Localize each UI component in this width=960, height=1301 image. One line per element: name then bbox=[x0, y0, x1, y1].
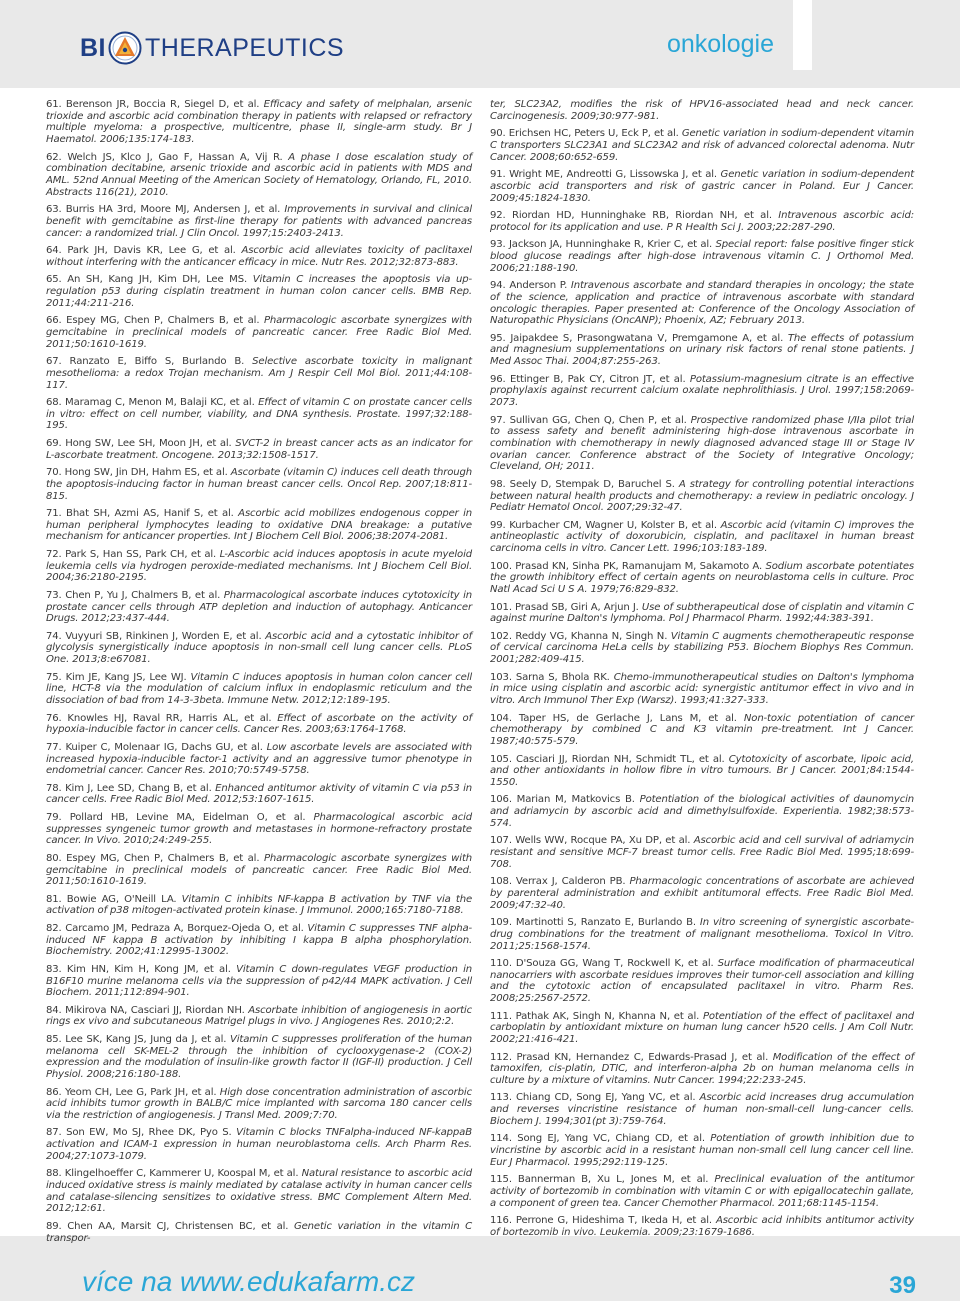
reference-item bbox=[490, 1092, 914, 1127]
reference-item bbox=[46, 853, 472, 888]
reference-item bbox=[46, 245, 472, 268]
reference-text: Vitamin C augments chemotherapeutic response of cervical carcinoma HeLa cells by stabilizing P53. Biochem Biophys Res Commun. 2001;282:409-415. bbox=[490, 630, 914, 666]
reference-authors: 73. Chen P, Yu J, Chalmers B, et al. bbox=[46, 589, 221, 601]
reference-authors: 91. Wright ME, Andreotti G, Lissowska J, et al. bbox=[490, 169, 717, 181]
reference-text: ter, SLC23A2, modifies the risk of HPV16-associated head and neck cancer. Carcinogenesis. 2009;30:977-981. bbox=[490, 99, 914, 122]
reference-item bbox=[490, 917, 914, 952]
reference-authors: 75. Kim JE, Kang JS, Lee WJ. bbox=[46, 671, 187, 683]
reference-authors: 70. Hong SW, Jin DH, Hahm ES, et al. bbox=[46, 467, 228, 479]
reference-authors: 66. Espey MG, Chen P, Chalmers B, et al. bbox=[46, 315, 260, 327]
reference-text: Pharmacological ascorbic acid suppresses syngeneic tumor growth and metastases in hormone-refractory prostate cancer. In Vivo. 2010;24:249-255. bbox=[46, 811, 473, 847]
reference-item bbox=[46, 590, 472, 625]
reference-item bbox=[46, 549, 472, 584]
reference-text: Vitamin C down-regulates VEGF production in B16F10 murine melanoma cells via the suppression of p42/44 MAPK activation. J Cell Biochem. 2011;112:894-901. bbox=[46, 963, 473, 999]
reference-text: Vitamin C induces apoptosis in human colon cancer cell line, HCT-8 via the modulation of calcium influx in endoplasmic reticulum and the dissociation of bad from 14-3-3beta. Immune Netw. 2012;12:189-195. bbox=[46, 671, 472, 707]
reference-text: Genetic variation in sodium-dependent vitamin C transporters SLC23A1 and SLC23A2 and risk of advanced colorectal adenoma. Nutr Cancer. 2008;60:652-659. bbox=[490, 128, 914, 163]
reference-item bbox=[46, 923, 472, 958]
reference-item bbox=[46, 964, 472, 999]
reference-authors: 113. Chiang CD, Song EJ, Yang VC, et al. bbox=[490, 1092, 696, 1104]
reference-item bbox=[490, 631, 914, 666]
reference-authors: 85. Lee SK, Kang JS, Jung da J, et al. bbox=[46, 1033, 227, 1045]
reference-text: A strategy for controlling potential interactions between natural health products and chemotherapy: a review in pediatric oncology. J Pediatr Hematol Oncol. 2007;29:32-47. bbox=[490, 478, 914, 514]
reference-item bbox=[490, 1133, 914, 1168]
reference-item bbox=[46, 508, 472, 543]
reference-item bbox=[490, 602, 914, 625]
reference-authors: 99. Kurbacher CM, Wagner U, Kolster B, et al. bbox=[490, 519, 717, 531]
reference-authors: 105. Casciari JJ, Riordan NH, Schmidt TL, et al. bbox=[490, 753, 725, 765]
reference-item bbox=[46, 783, 472, 806]
reference-item bbox=[490, 1052, 914, 1087]
reference-authors: 79. Pollard HB, Levine MA, Eidelman O, et al. bbox=[46, 811, 306, 823]
reference-text: Genetic variation in the vitamin C transpor- bbox=[46, 1220, 472, 1244]
reference-authors: 98. Seely D, Stempak D, Baruchel S. bbox=[490, 478, 675, 490]
reference-item bbox=[490, 374, 914, 409]
reference-text: Efficacy and safety of melphalan, arsenic trioxide and ascorbic acid combination therapy in patients with relapsed or refractory multiple myeloma: a prospective, multicentre, phase II, single-arm study. Br J Haematol. 2006;135:174-183. bbox=[46, 99, 473, 146]
reference-text: Special report: false positive finger stick blood glucose readings after high-dose intravenous vitamin C. J Orthomol Med. 2006;21:188-190. bbox=[490, 239, 914, 274]
reference-authors: 83. Kim HN, Kim H, Kong JM, et al. bbox=[46, 963, 231, 975]
reference-item bbox=[490, 835, 914, 870]
reference-authors: 109. Martinotti S, Ranzato E, Burlando B. bbox=[490, 917, 696, 929]
reference-item bbox=[46, 1005, 472, 1028]
reference-item bbox=[490, 415, 914, 474]
reference-text: A phase I dose escalation study of combination decitabine, arsenic trioxide and ascorbic acid in patients with MDS and AML. 52nd Annual Meeting of the American Society of Hematology, Orlando, FL, 2010. Abstracts 116(21), 2010. bbox=[46, 151, 472, 198]
header-accent-bar bbox=[793, 0, 812, 70]
reference-item bbox=[490, 333, 914, 368]
references-right-column bbox=[490, 99, 914, 1244]
reference-text: Pharmacologic ascorbate synergizes with gemcitabine in preclinical models of pancreatic cancer. Free Radic Biol Med. 2011;50:1610-1619. bbox=[46, 315, 472, 350]
reference-text: Ascorbic acid (vitamin C) improves the antineoplastic activity of doxorubicin, cisplatin, and paclitaxel in human breast carcinoma cells in vitro. Cancer Lett. 1996;103:183-189. bbox=[490, 519, 914, 555]
reference-item bbox=[46, 315, 472, 350]
reference-authors: 84. Mikirova NA, Casciari JJ, Riordan NH. bbox=[46, 1004, 245, 1016]
reference-authors: 87. Son EW, Mo SJ, Rhee DK, Pyo S. bbox=[46, 1127, 232, 1139]
reference-item bbox=[490, 479, 914, 514]
reference-item bbox=[46, 99, 472, 146]
reference-item bbox=[490, 672, 914, 707]
reference-text: Modification of the effect of tamoxifen, cis-platin, DTIC, and interferon-alpha 2b on human melanoma cells in culture by a mixture of vitamins. Nutr Cancer. 1994;22:233-245. bbox=[490, 1051, 915, 1086]
reference-text: Vitamin C suppresses TNF alpha-induced NF kappa B activation by inhibiting I kappa B alpha phosphorylation. Biochemistry. 2002;41:12995-13002. bbox=[46, 922, 472, 958]
reference-text: Non-toxic potentiation of cancer chemotherapy by combined C and K3 vitamin pre-treatment. Int J Cancer. 1987;40:575-579. bbox=[490, 712, 914, 747]
reference-text: Selective ascorbate toxicity in malignant mesothelioma: a redox Trojan mechanism. Am J Respir Cell Mol Biol. 2011;44:108-117. bbox=[46, 356, 472, 391]
reference-item bbox=[46, 1221, 472, 1244]
reference-authors: 72. Park S, Han SS, Park CH, et al. bbox=[46, 548, 217, 560]
page-number: 39 bbox=[889, 1272, 916, 1299]
reference-text: Effect of ascorbate on the activity of hypoxia-inducible factor in cancer cells. Cancer Res. 2003;63:1764-1768. bbox=[46, 712, 472, 736]
reference-authors: 74. Vuyyuri SB, Rinkinen J, Worden E, et al. bbox=[46, 630, 262, 642]
reference-text: Effect of vitamin C on prostate cancer cells in vitro: effect on cell number, viability, and DNA synthesis. Prostate. 1997;32:188-195. bbox=[46, 397, 472, 432]
reference-authors: 114. Song EJ, Yang VC, Chiang CD, et al. bbox=[490, 1133, 705, 1145]
reference-authors: 78. Kim J, Lee SD, Chang B, et al. bbox=[46, 782, 212, 794]
reference-text: Intravenous ascorbate and standard therapies in oncology; the state of the science, application and practice of intravenous ascorbate with standard oncologic therapies. Paper presented at: Conference of the Oncology Association of Naturopathic Physicians (OncANP); Phoenix, AZ; February 2013. bbox=[490, 280, 914, 327]
reference-authors: 102. Reddy VG, Khanna N, Singh N. bbox=[490, 630, 668, 642]
reference-authors: 64. Park JH, Davis KR, Lee G, et al. bbox=[46, 245, 236, 257]
reference-authors: 107. Wells WW, Rocque PA, Xu DP, et al. bbox=[490, 835, 691, 847]
reference-authors: 101. Prasad SB, Giri A, Arjun J. bbox=[490, 601, 639, 613]
reference-item bbox=[490, 713, 914, 748]
reference-authors: 88. Klingelhoeffer C, Kammerer U, Koospal M, et al. bbox=[46, 1168, 299, 1180]
reference-text: Pharmacological ascorbate induces cytotoxicity in prostate cancer cells through ATP depletion and induction of autophagy. Anticancer Drugs. 2012;23:437-444. bbox=[46, 589, 472, 625]
reference-text: Cytotoxicity of ascorbate, lipoic acid, and other antioxidants in hollow fibre in vitro tumours. Br J Cancer. 2001;84:1544-1550. bbox=[490, 753, 914, 788]
reference-text: Use of subtherapeutical dose of cisplatin and vitamin C against murine Dalton's lymphoma. Pol J Pharmacol Pharm. 1992;44:383-391. bbox=[490, 601, 914, 625]
reference-text: Vitamin C suppresses proliferation of the human melanoma cell SK-MEL-2 through the inhibition of cyclooxygenase-2 (COX-2) expression and the modulation of insulin-like growth factor II (IGF-II) production. J Cell Physiol. 2008;216:180-188. bbox=[46, 1033, 472, 1081]
reference-authors: 90. Erichsen HC, Peters U, Eck P, et al. bbox=[490, 128, 679, 140]
reference-authors: 100. Prasad KN, Sinha PK, Ramanujam M, Sakamoto A. bbox=[490, 560, 763, 572]
reference-text: Prospective randomized phase I/IIa pilot trial to assess safety and benefit administering high-dose intravenous ascorbate in combination with chemotherapy in newly diagnosed advanced stage III or Stage IV ovarian cancer. Conference abstract of the Society of Integrative Oncology; Cleveland, OH; 2011. bbox=[490, 414, 914, 473]
reference-item bbox=[490, 1215, 914, 1238]
section-title: onkologie bbox=[666, 30, 774, 58]
reference-text: Ascorbic acid alleviates toxicity of paclitaxel without interfering with the anticancer efficacy in mice. Nutr Res. 2012;32:873-883. bbox=[46, 245, 472, 268]
reference-item bbox=[490, 1011, 914, 1046]
reference-authors: 76. Knowles HJ, Raval RR, Harris AL, et al. bbox=[46, 712, 272, 724]
reference-item bbox=[490, 520, 914, 555]
reference-item bbox=[490, 876, 914, 911]
reference-text: Ascorbic acid and a cytostatic inhibitor of glycolysis synergistically induce apoptosis in non-small cell lung cancer cells. PLoS One. 2013;8:e67081. bbox=[46, 630, 472, 666]
reference-item bbox=[490, 128, 914, 163]
reference-authors: 62. Welch JS, Klco J, Gao F, Hassan A, Vij R. bbox=[46, 151, 283, 163]
reference-text: Ascorbic acid inhibits antitumor activity of bortezomib in vivo. Leukemia. 2009;23:1679-1686. bbox=[490, 1215, 914, 1238]
reference-authors: 111. Pathak AK, Singh N, Khanna N, et al. bbox=[490, 1010, 700, 1022]
reference-authors: 71. Bhat SH, Azmi AS, Hanif S, et al. bbox=[46, 508, 234, 520]
reference-item bbox=[46, 631, 472, 666]
reference-text: Natural resistance to ascorbic acid induced oxidative stress is mainly mediated by catalase activity in human cancer cells and catalase-silencing sensitizes to oxidative stress. BMC Complement Altern Med. 2012;12:61. bbox=[46, 1168, 473, 1215]
reference-item bbox=[490, 239, 914, 274]
reference-text: Chemo-immunotherapeutical studies on Dalton's lymphoma in mice using cisplatin and ascorbic acid: synergistic antitumor effect in vivo and in vitro. Arch Immunol Ther Exp (Warsz). 1993;41:327-333. bbox=[490, 671, 915, 707]
reference-authors: 65. An SH, Kang JH, Kim DH, Lee MS. bbox=[46, 274, 248, 286]
reference-item bbox=[46, 274, 472, 309]
reference-authors: 63. Burris HA 3rd, Moore MJ, Andersen J, et al. bbox=[46, 204, 281, 216]
logo-prefix: BI bbox=[80, 33, 106, 62]
reference-item bbox=[46, 1168, 472, 1215]
logo-suffix: THERAPEUTICS bbox=[145, 33, 345, 62]
reference-item bbox=[46, 1034, 472, 1081]
reference-text: Improvements in survival and clinical benefit with gemcitabine as first-line therapy for patients with advanced pancreas cancer: a randomized trial. J Clin Oncol. 1997;15:2403-2413. bbox=[46, 204, 472, 239]
reference-authors: 77. Kuiper C, Molenaar IG, Dachs GU, et al. bbox=[46, 741, 263, 753]
reference-item bbox=[46, 812, 472, 847]
reference-text: Enhanced antitumor aktivity of vitamin C via p53 in cancer cells. Free Radic Biol Med. 2012;53:1607-1615. bbox=[46, 782, 472, 806]
reference-item bbox=[490, 754, 914, 789]
reference-item bbox=[46, 713, 472, 736]
reference-text: Potentiation of the effect of paclitaxel and carboplatin by antioxidant mixture on human lung cancer h520 cells. J Am Coll Nutr. 2002;21:416-421. bbox=[490, 1010, 914, 1046]
reference-authors: 97. Sullivan GG, Chen Q, Chen P, et al. bbox=[490, 414, 687, 426]
reference-text: Ascorbate inhibition of angiogenesis in aortic rings ex vivo and subcutaneous Matrigel plugs in vivo. J Angiogenes Res. 2010;2:2. bbox=[46, 1004, 472, 1028]
reference-authors: 94. Anderson P. bbox=[490, 280, 568, 292]
reference-text: Preclinical evaluation of the antitumor activity of bortezomib in combination with vitamin C or with epigallocatechin gallate, a component of green tea. Cancer Chemother Pharmacol. 2011;68:1145-1154. bbox=[490, 1174, 915, 1209]
reference-item bbox=[46, 204, 472, 239]
reference-text: L-Ascorbic acid induces apoptosis in acute myeloid leukemia cells via hydrogen peroxide-mediated mechanisms. Int J Biochem Cell Biol. 2004;36:2180-2195. bbox=[46, 548, 472, 584]
reference-authors: 86. Yeom CH, Lee G, Park JH, et al. bbox=[46, 1086, 217, 1098]
reference-item bbox=[46, 397, 472, 432]
reference-text: In vitro screening of synergistic ascorbate-drug combinations for the treatment of malignant mesothelioma. Toxicol In Vitro. 2011;25:1568-1574. bbox=[490, 917, 914, 952]
reference-text: Potassium-magnesium citrate is an effective prophylaxis against recurrent calcium oxalate nephrolithiasis. J Urol. 1997;158:2069-2073. bbox=[490, 373, 914, 409]
references-left-column bbox=[46, 99, 472, 1250]
reference-authors: 80. Espey MG, Chen P, Chalmers B, et al. bbox=[46, 852, 260, 864]
reference-item bbox=[46, 1087, 472, 1122]
reference-item bbox=[46, 467, 472, 502]
reference-authors: 106. Marian M, Matkovics B. bbox=[490, 794, 635, 806]
reference-text: High dose concentration administration of ascorbic acid inhibits tumor growth in BALB/C mice implanted with sarcoma 180 cancer cells via the restriction of angiogenesis. J Transl Med. 2009;7:70. bbox=[46, 1086, 472, 1121]
reference-text: Surface modification of pharmaceutical nanocarriers with ascorbate residues improves their tumor-cell association and killing and the cytotoxic action of encapsulated paclitaxel in vitro. Pharm Res. 2008;25:2567-2572. bbox=[490, 958, 914, 1005]
reference-text: Genetic variation in sodium-dependent ascorbic acid transporters and risk of gastric cancer in Poland. Eur J Cancer. 2009;45:1824-1830. bbox=[490, 169, 915, 204]
reference-text: Ascorbic acid and cell survival of adriamycin resistant and sensitive MCF-7 breast tumor cells. Free Radic Biol Med. 1995;18:699-708. bbox=[490, 835, 915, 870]
reference-authors: 108. Verrax J, Calderon PB. bbox=[490, 876, 626, 888]
reference-text: Pharmacologic concentrations of ascorbate are achieved by parenteral administration and exhibit antitumoral effects. Free Radic Biol Med. 2009;47:32-40. bbox=[490, 876, 914, 911]
reference-text: Ascorbic acid mobilizes endogenous copper in human peripheral lymphocytes leading to oxidative DNA breakage: a putative mechanism for anticancer properties. Int J Biochem Cell Biol. 2006;38:2074-2081. bbox=[46, 508, 473, 543]
reference-authors: 81. Bowie AG, O'Neill LA. bbox=[46, 893, 177, 905]
reference-item bbox=[46, 438, 472, 461]
reference-authors: 96. Ettinger B, Pak CY, Citron JT, et al. bbox=[490, 373, 686, 385]
reference-text: SVCT-2 in breast cancer acts as an indicator for L-ascorbate treatment. Oncogene. 2013;32:1508-1517. bbox=[46, 437, 472, 461]
reference-text: Sodium ascorbate potentiates the growth inhibitory effect of certain agents on neuroblastoma cells in culture. Proc Natl Acad Sci U S A. 1979;76:829-832. bbox=[490, 560, 915, 596]
reference-authors: 89. Chen AA, Marsit CJ, Christensen BC, et al. bbox=[46, 1220, 289, 1232]
reference-item bbox=[490, 1174, 914, 1209]
reference-item bbox=[490, 210, 914, 233]
logo-emblem-icon bbox=[108, 31, 142, 65]
reference-item bbox=[490, 958, 914, 1005]
reference-text: Vitamin C inhibits NF-kappa B activation by TNF via the activation of p38 mitogen-activated protein kinase. J Immunol. 2000;165:7180-7188. bbox=[46, 893, 473, 917]
reference-authors: 115. Bannerman B, Xu L, Jones M, et al. bbox=[490, 1174, 709, 1186]
reference-item bbox=[490, 280, 914, 327]
reference-authors: 82. Carcamo JM, Pedraza A, Borquez-Ojeda O, et al. bbox=[46, 922, 304, 934]
reference-authors: 93. Jackson JA, Hunninghake R, Krier C, et al. bbox=[490, 239, 713, 251]
brand-logo bbox=[80, 26, 344, 70]
reference-text: Vitamin C increases the apoptosis via up-regulation p53 during cisplatin treatment in human colon cancer cells. BMB Rep. 2011;44:211-216. bbox=[46, 274, 472, 309]
reference-item bbox=[46, 672, 472, 707]
reference-text: Vitamin C blocks TNFalpha-induced NF-kappaB activation and ICAM-1 expression in human neuroblastoma cells. Arch Pharm Res. 2004;27:1073-1079. bbox=[46, 1127, 472, 1162]
reference-item bbox=[490, 99, 914, 122]
reference-authors: 95. Jaipakdee S, Prasongwatana V, Premgamone A, et al. bbox=[490, 332, 784, 344]
reference-authors: 92. Riordan HD, Hunninghake RB, Riordan NH, et al. bbox=[490, 210, 772, 222]
reference-authors: 110. D'Souza GG, Wang T, Rockwell K, et al. bbox=[490, 958, 714, 970]
reference-item bbox=[46, 742, 472, 777]
reference-text: Potentiation of the biological activities of daunomycin and adriamycin by ascorbic acid and dimethylsulfoxide. Experientia. 1982;38:573-574. bbox=[490, 794, 914, 829]
reference-item bbox=[46, 894, 472, 917]
reference-authors: 103. Sarna S, Bhola RK. bbox=[490, 671, 610, 683]
reference-authors: 61. Berenson JR, Boccia R, Siegel D, et al. bbox=[46, 99, 260, 110]
reference-item bbox=[490, 794, 914, 829]
reference-item bbox=[490, 169, 914, 204]
reference-item bbox=[46, 152, 472, 199]
reference-item bbox=[46, 356, 472, 391]
reference-text: Intravenous ascorbic acid: protocol for its application and use. P R Health Sci J. 2003;22:287-290. bbox=[490, 210, 914, 233]
reference-authors: 104. Taper HS, de Gerlache J, Lans M, et al. bbox=[490, 712, 737, 724]
reference-authors: 112. Prasad KN, Hernandez C, Edwards-Prasad J, et al. bbox=[490, 1051, 769, 1063]
reference-authors: 67. Ranzato E, Biffo S, Burlando B. bbox=[46, 356, 245, 368]
reference-text: Pharmacologic ascorbate synergizes with gemcitabine in preclinical models of pancreatic cancer. Free Radic Biol Med. 2011;50:1610-1619. bbox=[46, 852, 472, 888]
reference-text: Potentiation of growth inhibition due to vincristine by ascorbic acid in a resistant human non-small cell lung cancer cell line. Eur J Pharmacol. 1995;292:119-125. bbox=[490, 1133, 914, 1168]
reference-authors: 116. Perrone G, Hideshima T, Ikeda H, et al. bbox=[490, 1215, 712, 1227]
reference-authors: 68. Maramag C, Menon M, Balaji KC, et al. bbox=[46, 397, 255, 409]
reference-text: Ascorbate (vitamin C) induces cell death through the apoptosis-inducing factor in human breast cancer cells. Oncol Rep. 2007;18:811-815. bbox=[46, 467, 472, 502]
footer-url-link[interactable]: více na www.edukafarm.cz bbox=[82, 1266, 416, 1297]
reference-text: Ascorbic acid increases drug accumulation and reverses vincristine resistance of human non-small-cell lung-cancer cells. Biochem J. 1994;301(pt 3):759-764. bbox=[490, 1092, 914, 1127]
reference-item bbox=[46, 1127, 472, 1162]
reference-authors: 69. Hong SW, Lee SH, Moon JH, et al. bbox=[46, 437, 232, 449]
reference-item bbox=[490, 561, 914, 596]
reference-text: Low ascorbate levels are associated with increased hypoxia-inducible factor-1 activity and an aggressive tumor phenotype in endometrial cancer. Cancer Res. 2010;70:5749-5758. bbox=[46, 741, 472, 777]
reference-text: The effects of potassium and magnesium supplementations on urinary risk factors of renal stone patients. J Med Assoc Thai. 2004;87:255-263. bbox=[490, 332, 914, 368]
